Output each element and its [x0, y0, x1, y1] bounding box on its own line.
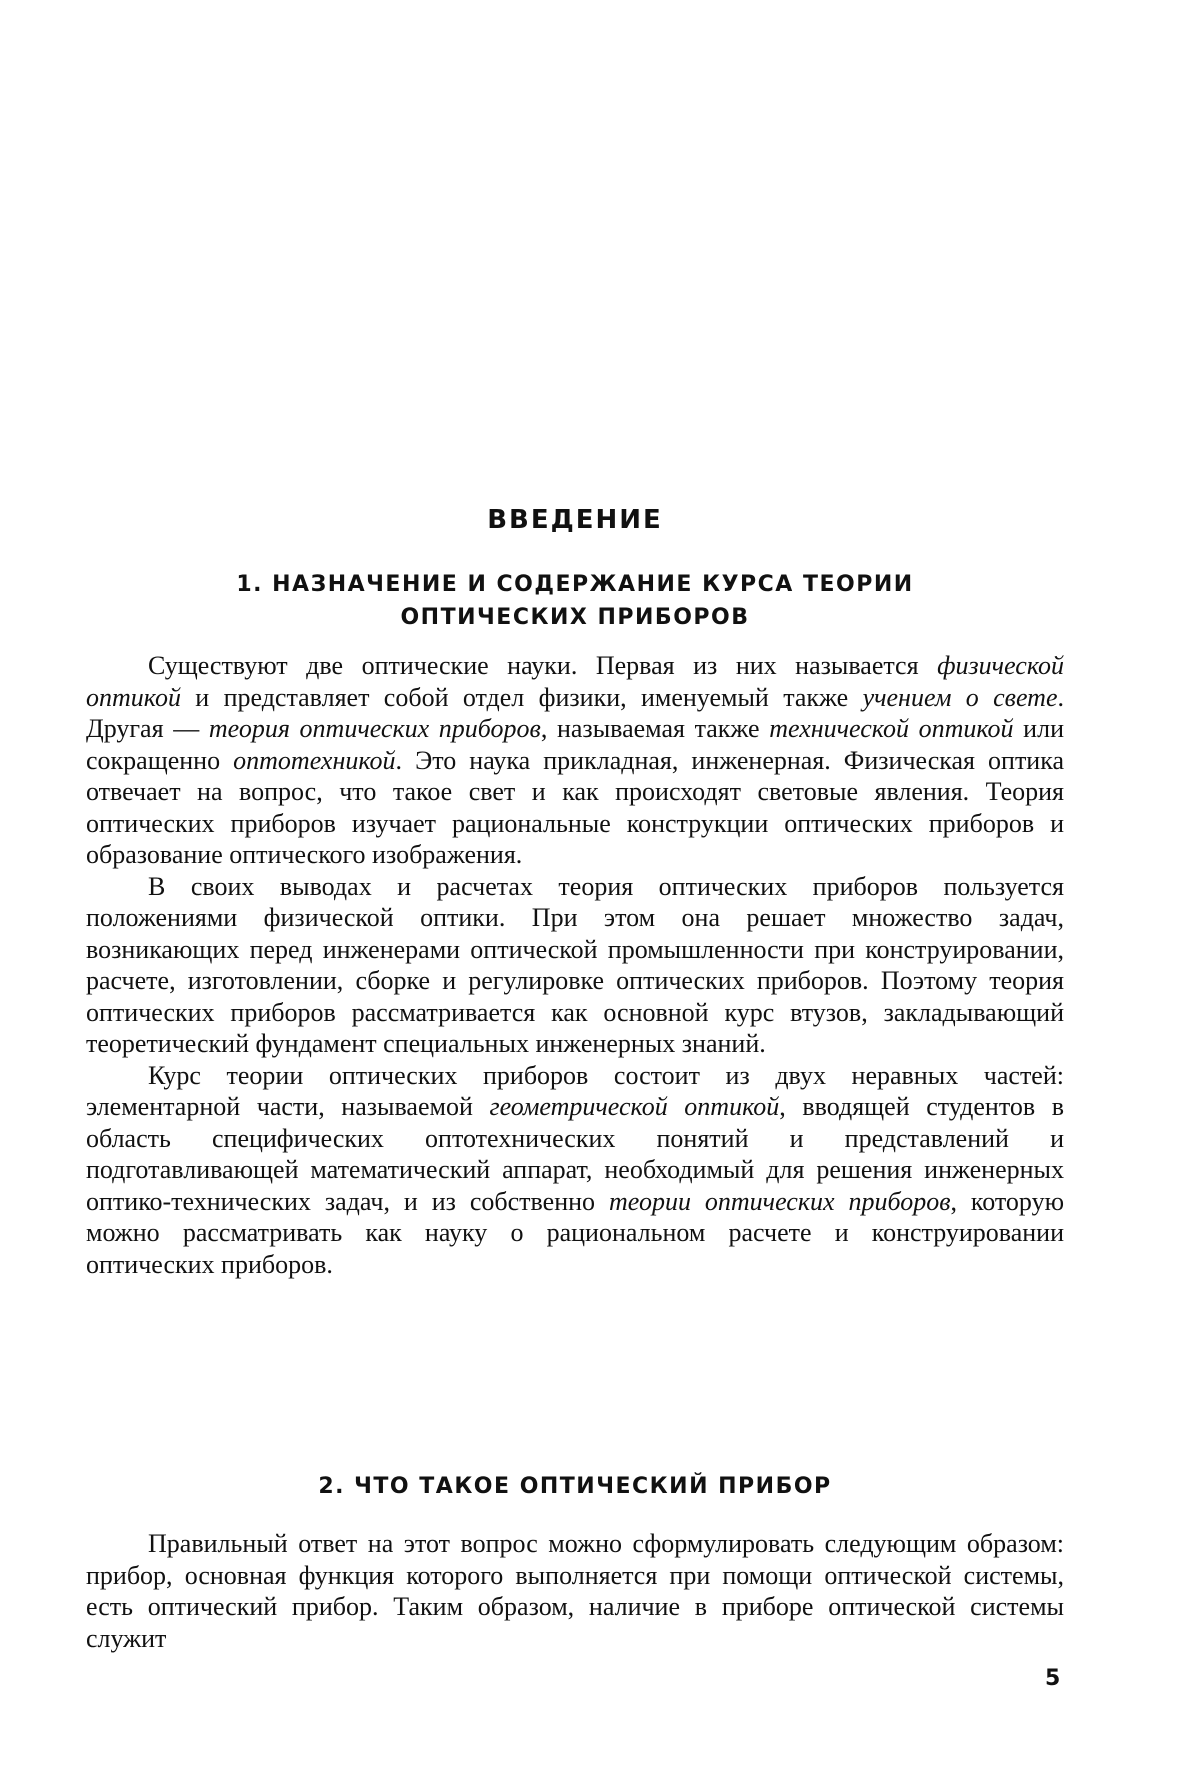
text-run: или сокращенно [86, 714, 1064, 775]
italic-term: оптотехникой [233, 745, 396, 775]
section-2-heading: 2. ЧТО ТАКОЕ ОПТИЧЕСКИЙ ПРИБОР [318, 1474, 832, 1499]
italic-term: теория оптических приборов [208, 714, 541, 743]
text-run: . Это наука прикладная, инженерная. Физическая оптика отвечает на вопрос, что такое свет и как происходят световые явления. Теория оптических приборов изучает рациональные конструкции оптических приборов и образование оптического изображения. [86, 745, 1065, 869]
section-1-paragraph-1 [86, 650, 1064, 871]
text-run: Правильный ответ на этот вопрос можно сформулировать следующим образом: прибор, основная функция которого выполняется при помощи оптической системы, есть оптический прибор. Таким образом, наличие в приборе оптической системы служит [86, 1529, 1064, 1653]
text-run: , которую можно рассматривать как науку о рациональном расчете и конструировании оптических приборов. [86, 1186, 1064, 1279]
text-run: Существуют две оптические науки. Первая из них называется [148, 651, 938, 680]
italic-term: учением о свете [862, 682, 1058, 712]
text-run: . Другая — [86, 682, 1064, 743]
chapter-title: ВВЕДЕНИЕ [487, 505, 663, 535]
text-run: и представляет собой отдел физики, именуемый также [180, 682, 863, 712]
italic-term: геометрической оптикой [489, 1092, 780, 1121]
text-run: , вводящей студентов в область специфических оптотехнических понятий и представлений и подготавливающей математический аппарат, необходимый для решения инженерных оптико-технических задач, и из собственно [86, 1092, 1065, 1216]
italic-term: физической оптикой [86, 651, 1064, 712]
section-1-heading: 1. НАЗНАЧЕНИЕ И СОДЕРЖАНИЕ КУРСА ТЕОРИИ ОПТИЧЕСКИХ ПРИБОРОВ [236, 572, 914, 630]
section-1-paragraph-3 [86, 1060, 1064, 1281]
section-2-body [86, 1528, 1064, 1654]
section-1-body [86, 650, 1064, 1280]
text-run: Курс теории оптических приборов состоит из двух неравных частей: элементарной части, называемой [86, 1060, 1064, 1121]
italic-term: теории оптических приборов [608, 1186, 951, 1216]
text-run: В своих выводах и расчетах теория оптических приборов пользуется положениями физической оптики. При этом она решает множество задач, возникающих перед инженерами оптической промышленности при конструировании, расчете, изготовлении, сборке и регулировке оптических приборов. Поэтому теория оптических приборов рассматривается как основной курс втузов, закладывающий теоретический фундамент специальных инженерных знаний. [86, 871, 1064, 1058]
text-run: , называемая также [540, 714, 770, 743]
section-2-paragraph-1 [86, 1528, 1064, 1654]
italic-term: технической оптикой [769, 714, 1014, 743]
page-number: 5 [1045, 1666, 1061, 1691]
section-1-paragraph-2 [86, 871, 1064, 1060]
